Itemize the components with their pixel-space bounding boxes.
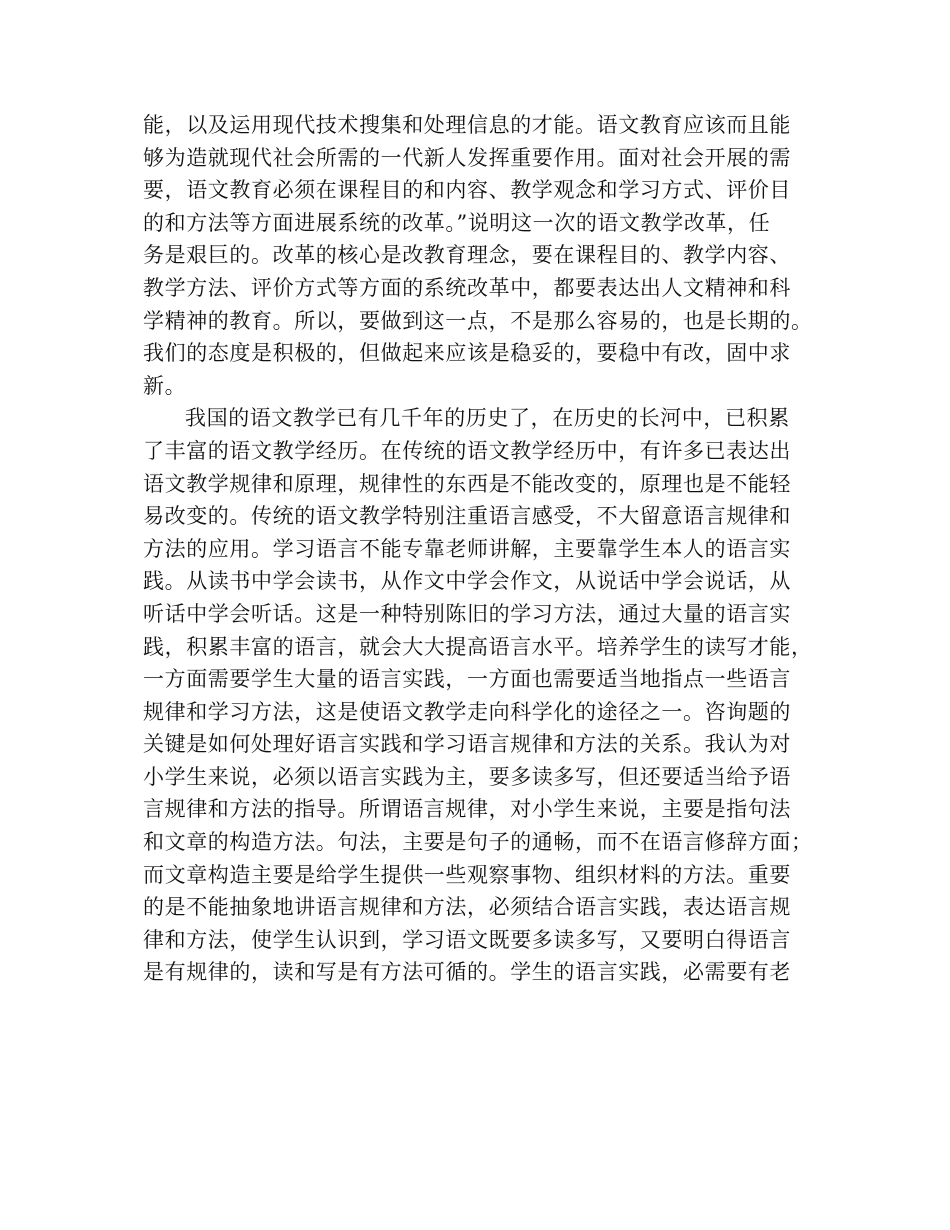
text-line: 方法的应用。学习语言不能专靠老师讲解，主要靠学生本人的语言实 (143, 536, 791, 561)
text-line: 了丰富的语文教学经历。在传统的语文教学经历中，有许多已表达出 (143, 438, 791, 463)
text-line: 新。 (143, 373, 187, 398)
paragraph-2 (143, 402, 823, 989)
text-line: 的是不能抽象地讲语言规律和方法，必须结合语言实践，表达语言规 (143, 895, 791, 920)
text-line: 律和方法，使学生认识到，学习语文既要多读多写，又要明白得语言 (143, 927, 791, 952)
text-line: 我国的语文教学已有几千年的历史了，在历史的长河中，已积累 (185, 406, 790, 431)
text-line: 语文教学规律和原理，规律性的东西是不能改变的，原理也是不能轻 (143, 471, 791, 496)
text-line: 是有规律的，读和写是有方法可循的。学生的语言实践，必需要有老 (143, 960, 791, 985)
text-line: 而文章构造主要是给学生提供一些观察事物、组织材料的方法。重要 (143, 862, 791, 887)
text-line: 能，以及运用现代技术搜集和处理信息的才能。语文教育应该而且能 (143, 113, 791, 137)
text-line: 务是艰巨的。改革的核心是改教育理念，要在课程目的、教学内容、 (143, 243, 791, 268)
text-line: 的和方法等方面进展系统的改革。”说明这一次的语文教学改革，任 (143, 210, 771, 235)
text-line: 教学方法、评价方式等方面的系统改革中，都要表达出人文精神和科 (143, 275, 791, 300)
body-text (143, 109, 823, 989)
text-line: 践。从读书中学会读书，从作文中学会作文，从说话中学会说话，从 (143, 569, 791, 594)
paragraph-1 (143, 109, 823, 402)
text-line: 言规律和方法的指导。所谓语言规律，对小学生来说，主要是指句法 (143, 797, 791, 822)
text-line: 我们的态度是积极的，但做起来应该是稳妥的，要稳中有改，固中求 (143, 341, 791, 366)
text-line: 要，语文教育必须在课程目的和内容、教学观念和学习方式、评价目 (143, 178, 791, 203)
text-line: 关键是如何处理好语言实践和学习语言规律和方法的关系。我认为对 (143, 732, 791, 757)
text-line: 践，积累丰富的语言，就会大大提高语言水平。培养学生的读写才能， (143, 634, 813, 659)
text-line: 和文章的构造方法。句法，主要是句子的通畅，而不在语言修辞方面； (143, 830, 813, 855)
text-line: 听话中学会听话。这是一种特别陈旧的学习方法，通过大量的语言实 (143, 601, 791, 626)
text-line: 易改变的。传统的语文教学特别注重语言感受，不大留意语言规律和 (143, 504, 791, 529)
text-line: 小学生来说，必须以语言实践为主，要多读多写，但还要适当给予语 (143, 764, 791, 789)
text-line: 够为造就现代社会所需的一代新人发挥重要作用。面对社会开展的需 (143, 145, 791, 170)
text-line: 学精神的教育。所以，要做到这一点，不是那么容易的，也是长期的。 (143, 308, 813, 333)
text-line: 一方面需要学生大量的语言实践，一方面也需要适当地指点一些语言 (143, 667, 791, 692)
text-line: 规律和学习方法，这是使语文教学走向科学化的途径之一。咨询题的 (143, 699, 791, 724)
